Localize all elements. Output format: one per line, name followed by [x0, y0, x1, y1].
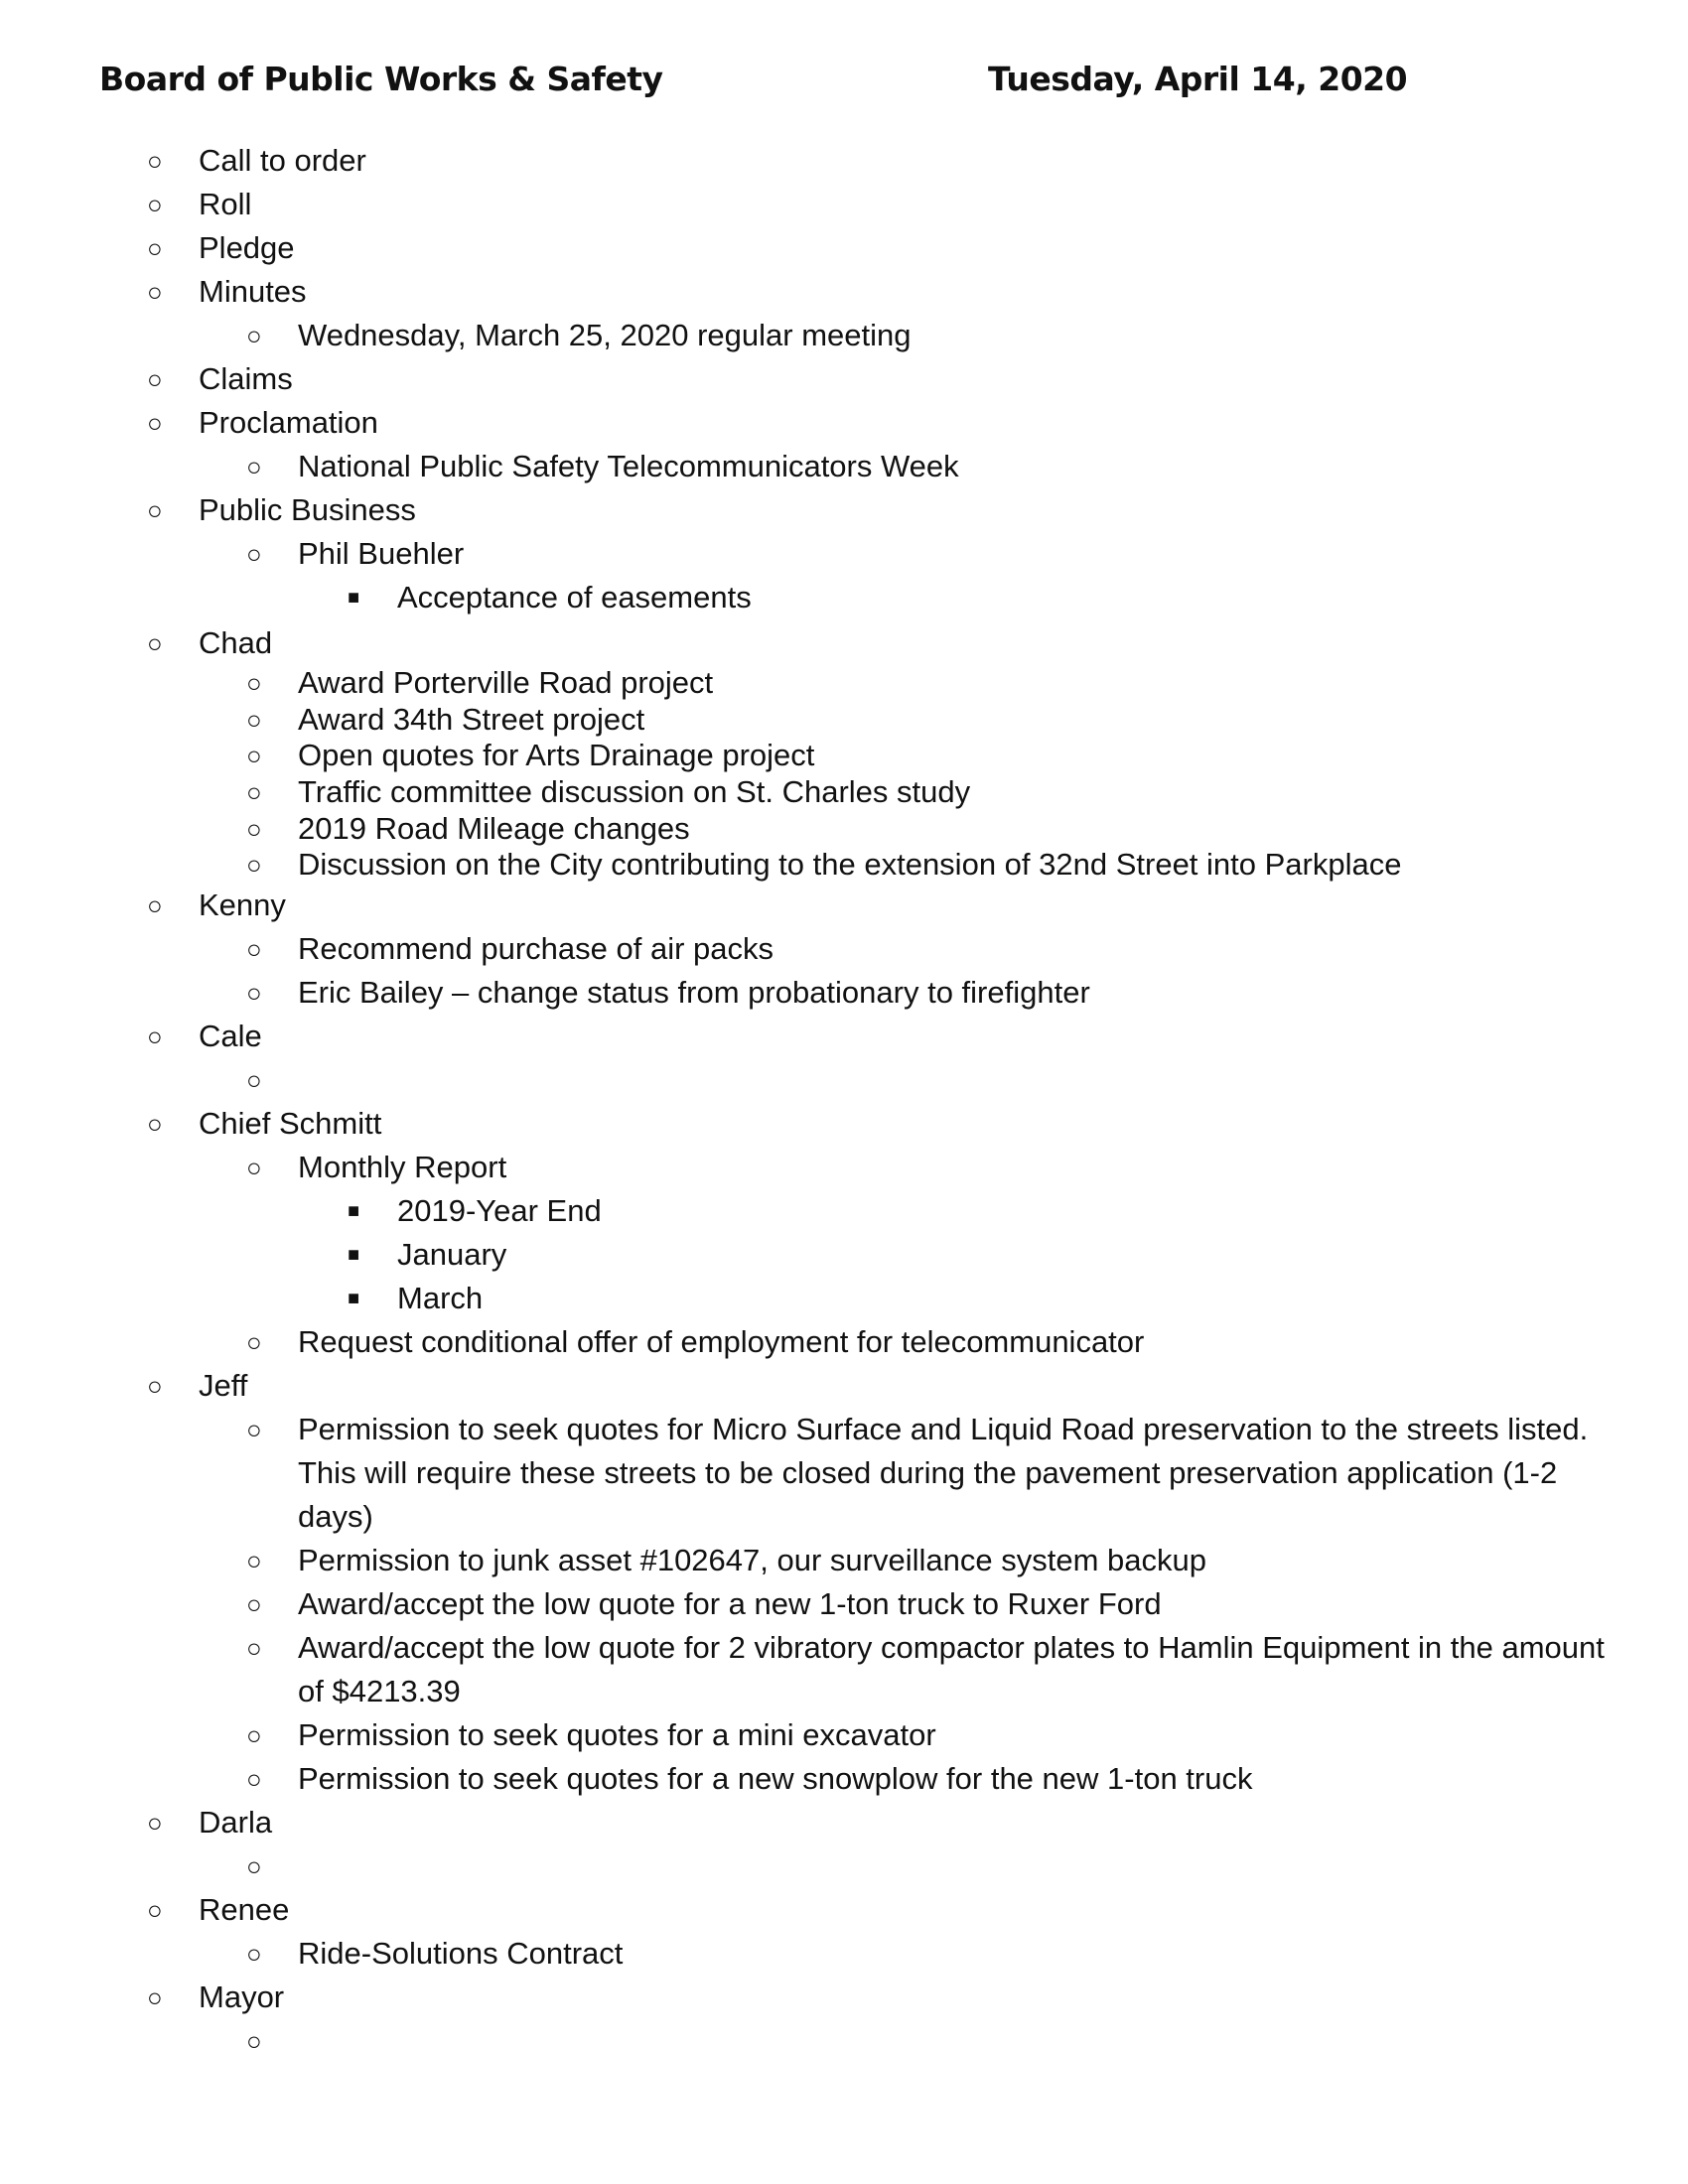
agenda-item [147, 1801, 1607, 1844]
circle-bullet-icon: ○ [147, 1808, 163, 1839]
agenda-subitem-label: Permission to seek quotes for Micro Surface and Liquid Road preservation to the streets listed. This will require these streets to be closed during the pavement preservation application (1-2 days) [298, 1412, 1589, 1535]
agenda-detail-label: Acceptance of easements [397, 580, 752, 614]
agenda-subitem-label: National Public Safety Telecommunicators Week [298, 449, 959, 483]
circle-bullet-icon: ○ [147, 146, 163, 176]
agenda-subitem [147, 811, 1607, 848]
agenda-detail-label: January [397, 1237, 507, 1273]
agenda-subitem [147, 1408, 1618, 1539]
circle-bullet-icon: ○ [246, 452, 262, 481]
square-bullet-icon: ■ [348, 587, 360, 609]
agenda-item-label: Darla [199, 1805, 273, 1841]
circle-bullet-icon: ○ [147, 495, 163, 525]
agenda-item [147, 401, 1607, 445]
circle-bullet-icon: ○ [147, 233, 163, 263]
agenda-subitem-label: Ride-Solutions Contract [298, 1936, 624, 1972]
agenda-subitem-label: 2019 Road Mileage changes [298, 810, 690, 846]
agenda-item-label: Chad [199, 625, 273, 660]
circle-bullet-icon: ○ [246, 1065, 262, 1096]
agenda-item [147, 183, 1607, 226]
agenda-item-label: Roll [199, 187, 252, 221]
agenda-subitem [147, 314, 1607, 357]
agenda-subitem [147, 445, 1607, 488]
circle-bullet-icon: ○ [147, 1895, 163, 1926]
agenda-subitem-label: Monthly Report [298, 1150, 507, 1185]
circle-bullet-icon: ○ [147, 1109, 163, 1140]
agenda-item-label: Claims [199, 361, 293, 396]
circle-bullet-icon: ○ [246, 1327, 262, 1358]
agenda-item [147, 488, 1607, 532]
circle-bullet-icon: ○ [246, 321, 262, 350]
circle-bullet-icon: ○ [246, 1851, 262, 1882]
circle-bullet-icon: ○ [147, 1022, 163, 1052]
agenda-subitem-label: Award/accept the low quote for a new 1-ton truck to Ruxer Ford [298, 1586, 1162, 1622]
agenda-subitem-empty [147, 2019, 1607, 2063]
document-header [99, 60, 1408, 109]
agenda-item [147, 270, 1607, 314]
circle-bullet-icon: ○ [246, 1939, 262, 1970]
circle-bullet-icon: ○ [246, 2026, 262, 2057]
circle-bullet-icon: ○ [246, 1415, 262, 1445]
agenda-detail [147, 1189, 1607, 1233]
circle-bullet-icon: ○ [246, 813, 262, 844]
agenda-subitem-label: Award 34th Street project [298, 701, 645, 737]
circle-bullet-icon: ○ [147, 277, 163, 307]
circle-bullet-icon: ○ [147, 890, 163, 921]
agenda-item-label: Jeff [199, 1368, 248, 1404]
agenda-subitem-empty [147, 1058, 1607, 1102]
agenda-item-label: Chief Schmitt [199, 1106, 382, 1142]
agenda-subitem-label: Recommend purchase of air packs [298, 931, 774, 967]
agenda-subitem [147, 927, 1607, 971]
agenda-subitem [147, 738, 1607, 774]
circle-bullet-icon: ○ [147, 190, 163, 219]
circle-bullet-icon: ○ [246, 850, 262, 881]
agenda-detail [147, 1233, 1607, 1277]
agenda-subitem-label: Permission to seek quotes for a new snowplow for the new 1-ton truck [298, 1761, 1253, 1797]
agenda-subitem [147, 1757, 1607, 1801]
agenda-subitem-label: Discussion on the City contributing to the extension of 32nd Street into Parkplace [298, 847, 1402, 883]
agenda-item-label: Minutes [199, 274, 307, 309]
agenda-item-label: Pledge [199, 230, 295, 265]
agenda-subitem [147, 1932, 1607, 1976]
agenda-item [147, 357, 1607, 401]
agenda-subitem [147, 532, 1607, 576]
agenda-detail [147, 1277, 1607, 1320]
agenda-item [147, 1888, 1607, 1932]
agenda-item [147, 1015, 1607, 1058]
agenda-subitem-empty [147, 1844, 1607, 1888]
agenda-subitem-label: Award Porterville Road project [298, 665, 714, 700]
agenda-subitem-label: Eric Bailey – change status from probationary to firefighter [298, 975, 1090, 1011]
circle-bullet-icon: ○ [246, 1546, 262, 1576]
agenda-subitem [147, 774, 1607, 811]
agenda-item [147, 621, 1607, 665]
agenda-subitem [147, 847, 1607, 884]
agenda-item-label: Renee [199, 1892, 290, 1928]
circle-bullet-icon: ○ [147, 1982, 163, 2013]
agenda-item [147, 139, 1607, 183]
circle-bullet-icon: ○ [246, 1633, 262, 1664]
circle-bullet-icon: ○ [246, 668, 262, 698]
circle-bullet-icon: ○ [246, 1720, 262, 1751]
agenda-subitem-label: Wednesday, March 25, 2020 regular meeting [298, 318, 912, 352]
agenda-subitem-label: Permission to seek quotes for a mini excavator [298, 1717, 936, 1753]
meeting-date: Tuesday, April 14, 2020 [988, 60, 1408, 98]
agenda-item-label: Kenny [199, 887, 286, 923]
agenda-subitem [147, 1713, 1607, 1757]
circle-bullet-icon: ○ [246, 777, 262, 808]
circle-bullet-icon: ○ [147, 628, 163, 658]
agenda-item [147, 1102, 1607, 1146]
circle-bullet-icon: ○ [246, 704, 262, 735]
agenda-subitem [147, 971, 1607, 1015]
agenda-subitem-label: Award/accept the low quote for 2 vibratory compactor plates to Hamlin Equipment in the amount of $4213.39 [298, 1630, 1605, 1709]
agenda-detail-label: March [397, 1281, 484, 1316]
agenda-item [147, 1976, 1607, 2019]
circle-bullet-icon: ○ [246, 934, 262, 965]
circle-bullet-icon: ○ [147, 364, 163, 394]
agenda-detail-label: 2019-Year End [397, 1193, 602, 1229]
agenda-item-label: Proclamation [199, 405, 378, 440]
agenda-subitem [147, 702, 1607, 739]
circle-bullet-icon: ○ [246, 1589, 262, 1620]
agenda-item-label: Mayor [199, 1979, 285, 2015]
square-bullet-icon: ■ [348, 1200, 360, 1223]
agenda-subitem [147, 1539, 1607, 1582]
square-bullet-icon: ■ [348, 1244, 360, 1267]
square-bullet-icon: ■ [348, 1288, 360, 1310]
circle-bullet-icon: ○ [246, 539, 262, 569]
agenda-item [147, 884, 1607, 927]
agenda-item [147, 226, 1607, 270]
board-title: Board of Public Works & Safety [99, 60, 663, 98]
agenda-subitem-label: Permission to junk asset #102647, our surveillance system backup [298, 1543, 1206, 1578]
circle-bullet-icon: ○ [147, 1371, 163, 1402]
agenda-list [147, 139, 1607, 2063]
circle-bullet-icon: ○ [246, 1153, 262, 1183]
agenda-item-label: Call to order [199, 143, 366, 178]
agenda-item [147, 1364, 1607, 1408]
circle-bullet-icon: ○ [246, 741, 262, 771]
agenda-subitem-label: Open quotes for Arts Drainage project [298, 738, 815, 773]
agenda-subitem [147, 1582, 1607, 1626]
agenda-detail [147, 576, 1607, 619]
agenda-item-label: Cale [199, 1019, 262, 1054]
circle-bullet-icon: ○ [246, 1764, 262, 1795]
agenda-subitem-label: Traffic committee discussion on St. Charles study [298, 774, 971, 810]
agenda-item-label: Public Business [199, 492, 416, 527]
agenda-subitem [147, 1146, 1607, 1189]
circle-bullet-icon: ○ [147, 408, 163, 438]
agenda-subitem-label: Phil Buehler [298, 536, 465, 571]
agenda-subitem-label: Request conditional offer of employment for telecommunicator [298, 1324, 1145, 1360]
agenda-subitem [147, 1320, 1607, 1364]
agenda-subitem [147, 1626, 1618, 1713]
agenda-subitem [147, 665, 1607, 702]
circle-bullet-icon: ○ [246, 978, 262, 1009]
